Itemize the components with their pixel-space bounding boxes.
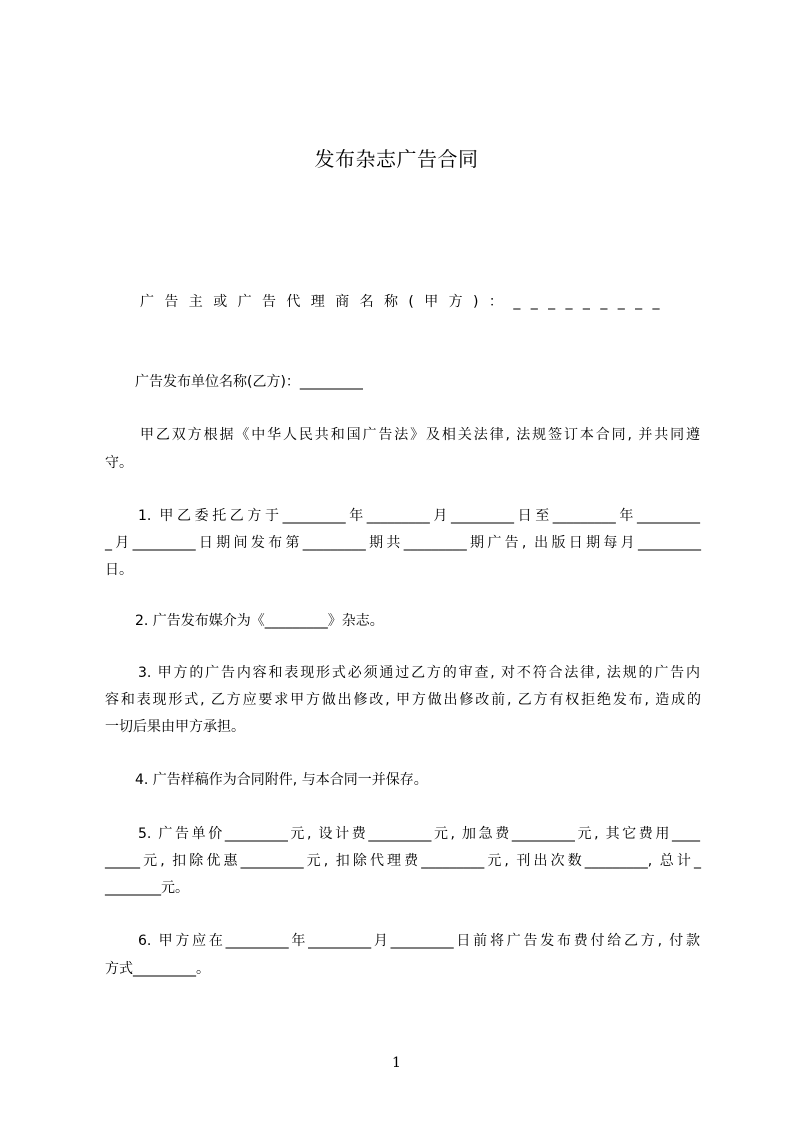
- clause-6-line-2: 方式_________。: [105, 961, 210, 977]
- preamble-line-2: 守。: [105, 455, 133, 471]
- party-a-line: 广告主或广告代理商名称(甲方)：_________: [140, 294, 670, 310]
- party-b-line: 广告发布单位名称(乙方)：_________: [135, 374, 363, 390]
- clause-1-line-1: 1. 甲乙委托乙方于_________年_________月_________日至_________年_________: [138, 508, 700, 524]
- clause-4-line: 4. 广告样稿作为合同附件, 与本合同一并保存。: [135, 772, 428, 788]
- clause-2-line: 2. 广告发布媒介为《_________》杂志。: [135, 613, 384, 629]
- clause-3-line-1: 3. 甲方的广告内容和表现形式必须通过乙方的审查, 对不符合法律, 法规的广告内: [138, 665, 700, 681]
- clause-3-line-3: 一切后果由甲方承担。: [105, 719, 245, 735]
- clause-1-line-2: _月_________日期间发布第_________期共_________期广告, 出版日期每月_________: [105, 535, 701, 551]
- clause-1-line-3: 日。: [105, 562, 133, 578]
- clause-5-line-1: 5. 广告单价_________元, 设计费_________元, 加急费_________元, 其它费用____: [138, 826, 700, 842]
- page-number: 1: [392, 1055, 401, 1071]
- clause-5-line-3: ________元。: [105, 880, 189, 896]
- clause-5-line-2: _____元, 扣除优惠_________元, 扣除代理费_________元, 刊出次数_________, 总计_: [105, 853, 701, 869]
- document-title: 发布杂志广告合同: [314, 147, 479, 171]
- preamble-line-1: 甲乙双方根据《中华人民共和国广告法》及相关法律, 法规签订本合同, 并共同遵: [140, 427, 700, 443]
- clause-6-line-1: 6. 甲方应在_________年_________月_________日前将广告发布费付给乙方, 付款: [138, 933, 700, 949]
- clause-3-line-2: 容和表现形式, 乙方应要求甲方做出修改, 甲方做出修改前, 乙方有权拒绝发布, 造成的: [105, 692, 701, 708]
